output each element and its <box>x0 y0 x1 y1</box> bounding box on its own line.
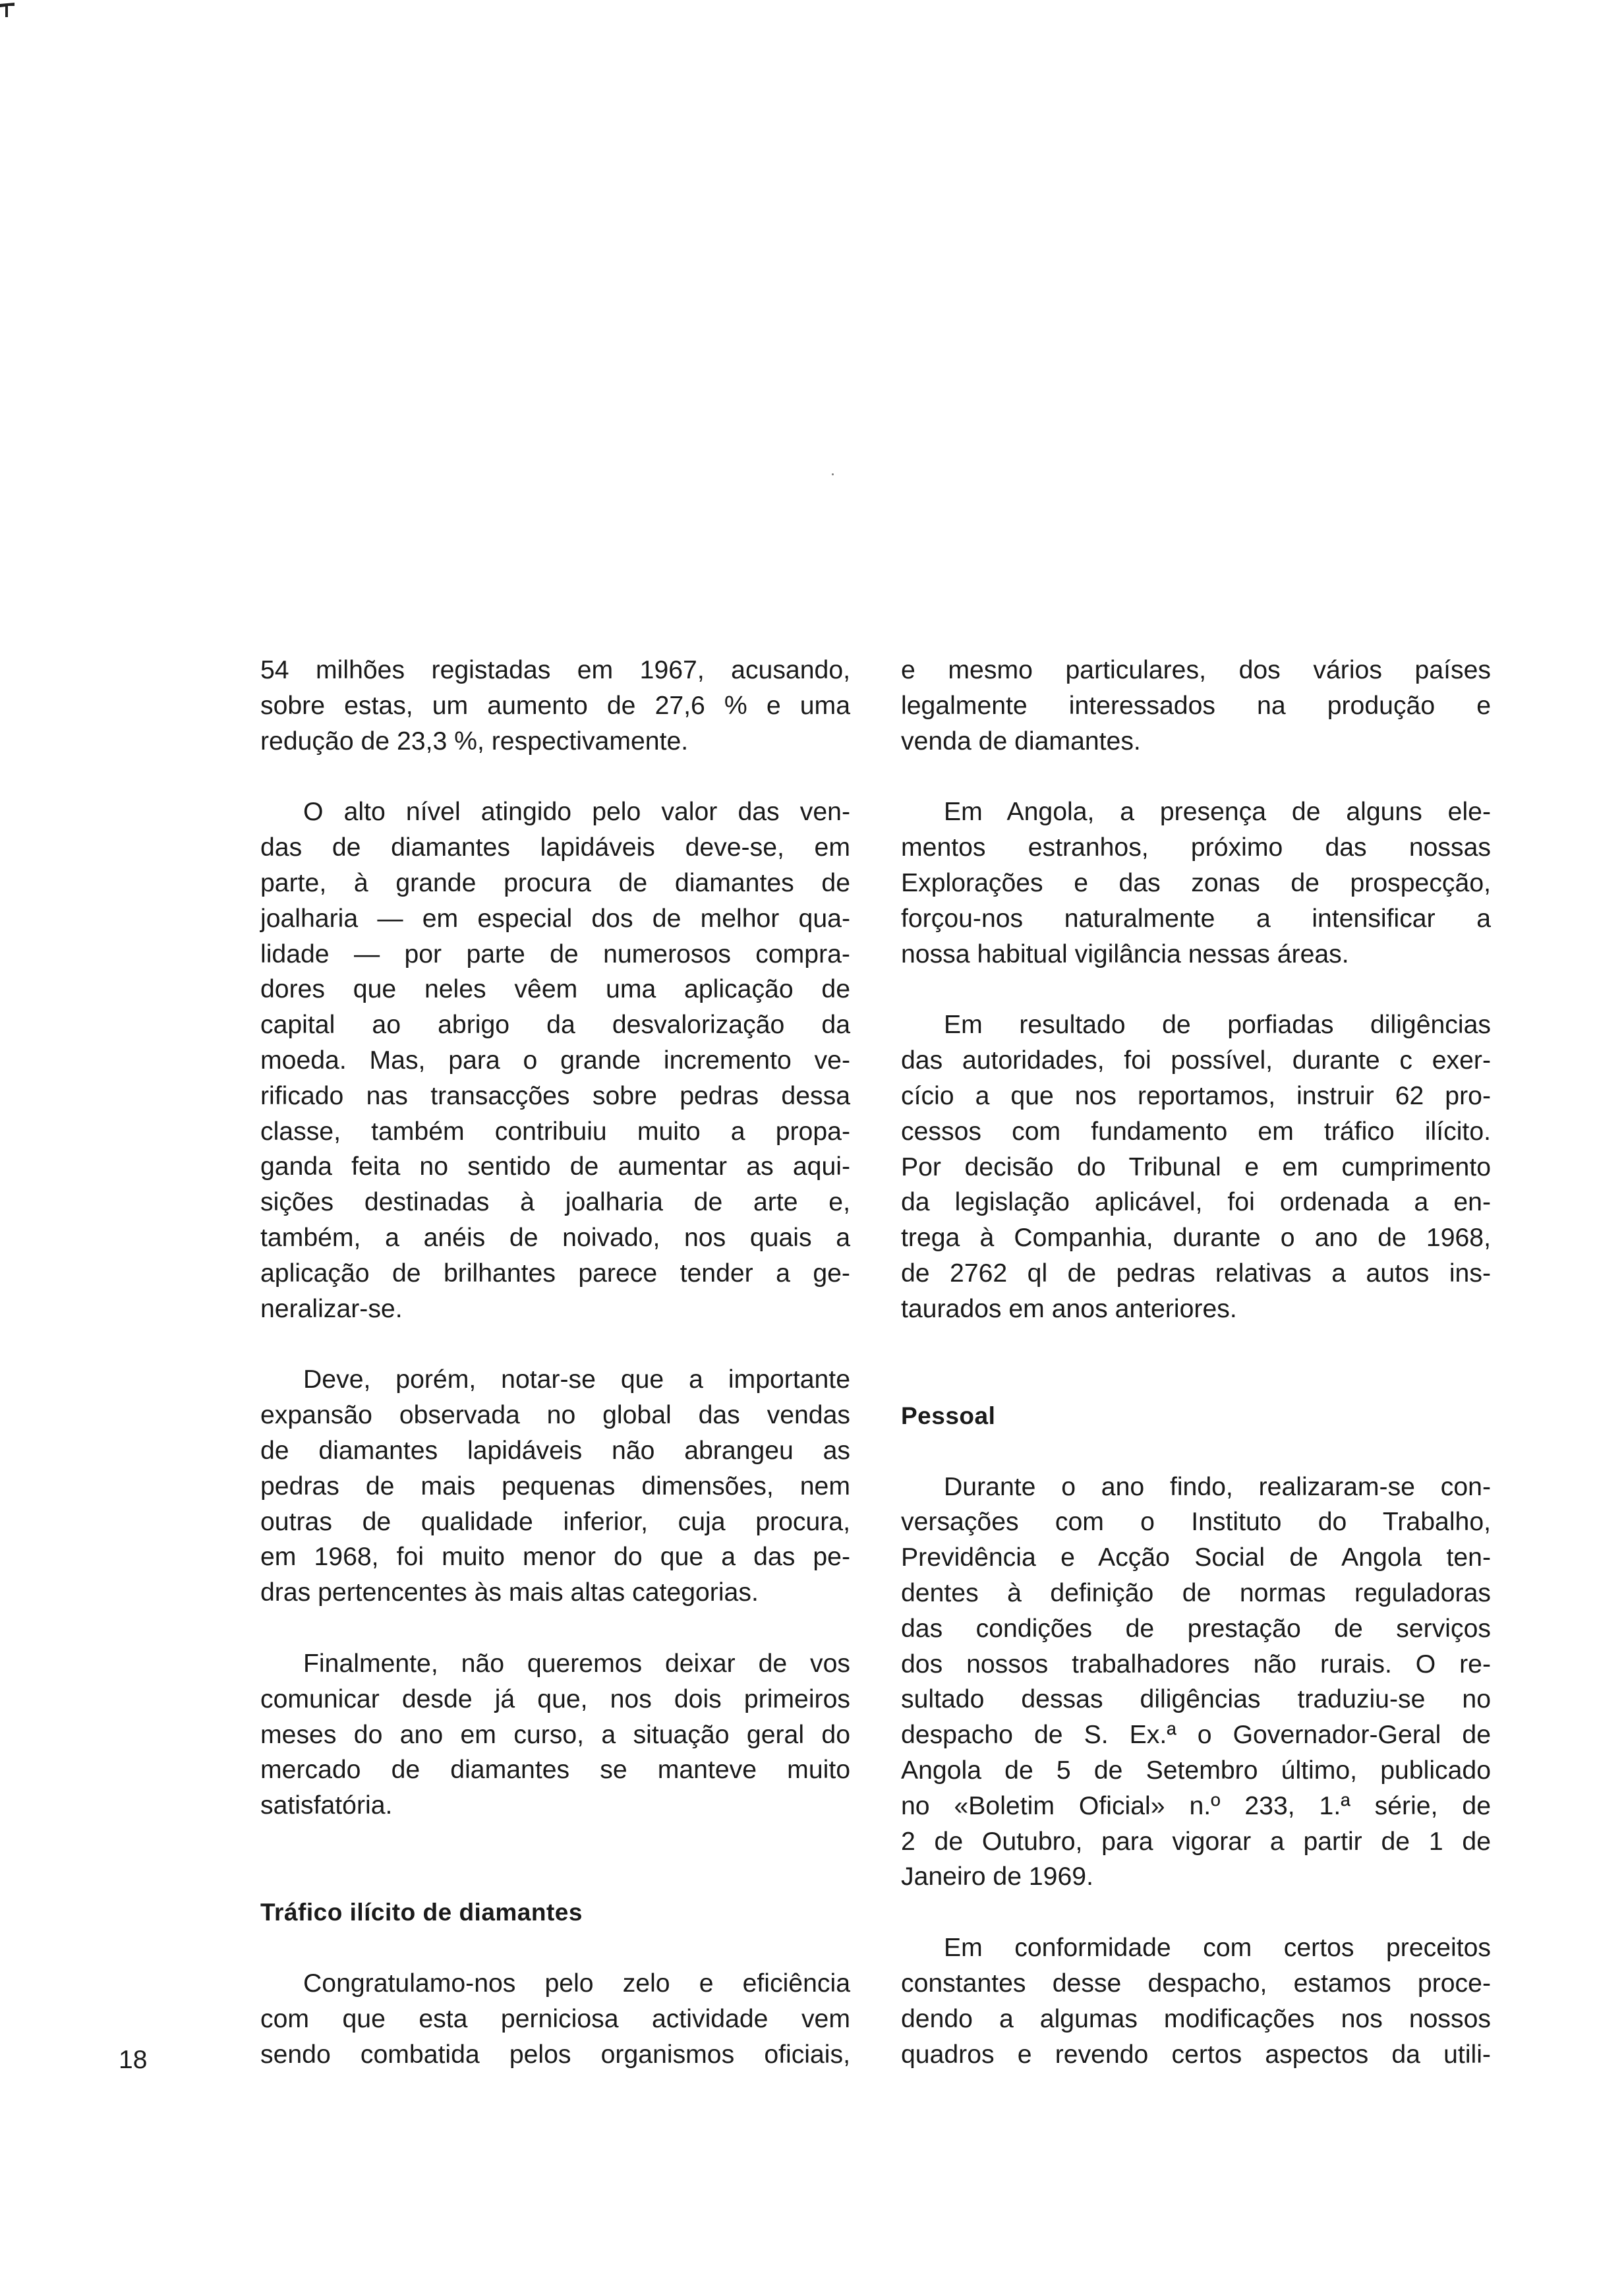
left-column <box>260 653 850 2108</box>
text-line: Janeiro de 1969. <box>901 1862 1093 1891</box>
text-line: Por decisão do Tribunal e em cumprimento <box>901 1152 1491 1181</box>
text-line: Em resultado de porfiadas diligências <box>944 1011 1491 1040</box>
text-line: e mesmo particulares, dos vários países <box>901 656 1491 684</box>
text-line: O alto nível atingido pelo valor das ven- <box>303 798 850 827</box>
right-column <box>901 653 1491 2108</box>
text-line: capital ao abrigo da desvalorização da <box>260 1011 850 1040</box>
scan-corner-mark <box>0 0 26 20</box>
text-line: expansão observada no global das vendas <box>260 1401 850 1430</box>
text-line: 2 de Outubro, para vigorar a partir de 1 de <box>901 1827 1491 1856</box>
text-line: 54 milhões registadas em 1967, acusando, <box>260 656 850 684</box>
text-line: mentos estranhos, próximo das nossas <box>901 833 1491 862</box>
text-line: legalmente interessados na produção e <box>901 691 1491 720</box>
text-line: rificado nas transacções sobre pedras dessa <box>260 1081 850 1110</box>
text-line: de 2762 ql de pedras relativas a autos ins- <box>901 1259 1491 1288</box>
text-line: parte, à grande procura de diamantes de <box>260 868 850 897</box>
paragraph <box>260 653 850 759</box>
text-line: outras de qualidade inferior, cuja procura, <box>260 1507 850 1536</box>
text-line: Durante o ano findo, realizaram-se con- <box>944 1472 1491 1501</box>
text-line: taurados em anos anteriores. <box>901 1294 1237 1323</box>
text-line: comunicar desde já que, nos dois primeiros <box>260 1684 850 1713</box>
text-line: sultado dessas diligências traduziu-se no <box>901 1685 1491 1714</box>
text-line: em 1968, foi muito menor do que a das pe- <box>260 1543 850 1572</box>
text-line: quadros e revendo certos aspectos da utili- <box>901 2040 1491 2069</box>
paragraph <box>901 1930 1491 2072</box>
text-line: das condições de prestação de serviços <box>901 1614 1491 1643</box>
section-heading: Pessoal <box>901 1402 996 1429</box>
text-line: cício a que nos reportamos, instruir 62 pro- <box>901 1081 1491 1110</box>
text-line: versações com o Instituto do Trabalho, <box>901 1508 1491 1537</box>
text-line: das de diamantes lapidáveis deve-se, em <box>260 833 850 862</box>
text-line: redução de 23,3 %, respectivamente. <box>260 727 689 756</box>
text-line: classe, também contribuiu muito a propa- <box>260 1117 850 1146</box>
text-line: venda de diamantes. <box>901 727 1141 756</box>
text-line: com que esta perniciosa actividade vem <box>260 2004 850 2033</box>
text-line: satisfatória. <box>260 1791 393 1820</box>
text-line: joalharia — em especial dos de melhor qua- <box>260 904 850 933</box>
text-line: da legislação aplicável, foi ordenada a en- <box>901 1188 1491 1217</box>
text-line: Em conformidade com certos preceitos <box>944 1934 1491 1963</box>
text-line: dendo a algumas modificações nos nossos <box>901 2004 1491 2033</box>
text-line: de diamantes lapidáveis não abrangeu as <box>260 1436 850 1465</box>
text-line: das autoridades, foi possível, durante c exer- <box>901 1046 1491 1075</box>
text-line: neralizar-se. <box>260 1294 403 1323</box>
text-line: no «Boletim Oficial» n.º 233, 1.ª série, de <box>901 1791 1491 1820</box>
text-line: dras pertencentes às mais altas categorias. <box>260 1578 759 1607</box>
text-line: mercado de diamantes se manteve muito <box>260 1756 850 1785</box>
page-number: 18 <box>119 2046 148 2074</box>
text-line: aplicação de brilhantes parece tender a ge- <box>260 1259 850 1288</box>
text-line: constantes desse despacho, estamos proce- <box>901 1969 1491 1998</box>
text-line: pedras de mais pequenas dimensões, nem <box>260 1472 850 1501</box>
text-line: Em Angola, a presença de alguns ele- <box>944 798 1491 827</box>
text-line: lidade — por parte de numerosos compra- <box>260 939 850 968</box>
text-line: Angola de 5 de Setembro último, publicado <box>901 1756 1491 1785</box>
paragraph <box>260 1362 850 1611</box>
text-line: também, a anéis de noivado, nos quais a <box>260 1223 850 1252</box>
paragraph <box>901 1470 1491 1895</box>
text-line: meses do ano em curso, a situação geral do <box>260 1720 850 1749</box>
text-line: cessos com fundamento em tráfico ilícito. <box>901 1117 1491 1146</box>
paragraph <box>260 1646 850 1824</box>
text-line: Congratulamo-nos pelo zelo e eficiência <box>303 1969 850 1998</box>
text-line: dos nossos trabalhadores não rurais. O re- <box>901 1650 1491 1679</box>
text-line: Explorações e das zonas de prospecção, <box>901 868 1491 897</box>
text-line: Deve, porém, notar-se que a importante <box>303 1365 850 1394</box>
text-line: forçou-nos naturalmente a intensificar a <box>901 904 1491 933</box>
paragraph <box>260 1966 850 2072</box>
text-line: moeda. Mas, para o grande incremento ve- <box>260 1046 850 1075</box>
text-line: dentes à definição de normas reguladoras <box>901 1578 1491 1607</box>
section-heading: Tráfico ilícito de diamantes <box>260 1898 583 1926</box>
text-line: Previdência e Acção Social de Angola ten- <box>901 1543 1491 1572</box>
paragraph <box>901 1007 1491 1326</box>
text-line: nossa habitual vigilância nessas áreas. <box>901 939 1349 968</box>
paragraph <box>260 794 850 1326</box>
text-line: trega à Companhia, durante o ano de 1968, <box>901 1224 1491 1253</box>
text-line: dores que neles vêem uma aplicação de <box>260 975 850 1004</box>
text-line: sições destinadas à joalharia de arte e, <box>260 1188 850 1217</box>
paragraph <box>901 653 1491 759</box>
text-line: Finalmente, não queremos deixar de vos <box>303 1649 850 1678</box>
text-line: sobre estas, um aumento de 27,6 % e uma <box>260 691 850 720</box>
scan-speck <box>832 473 834 475</box>
text-line: despacho de S. Ex.ª o Governador-Geral de <box>901 1721 1491 1750</box>
text-line: sendo combatida pelos organismos oficiais, <box>260 2040 850 2069</box>
paragraph <box>901 794 1491 972</box>
text-line: ganda feita no sentido de aumentar as aqui- <box>260 1152 850 1181</box>
